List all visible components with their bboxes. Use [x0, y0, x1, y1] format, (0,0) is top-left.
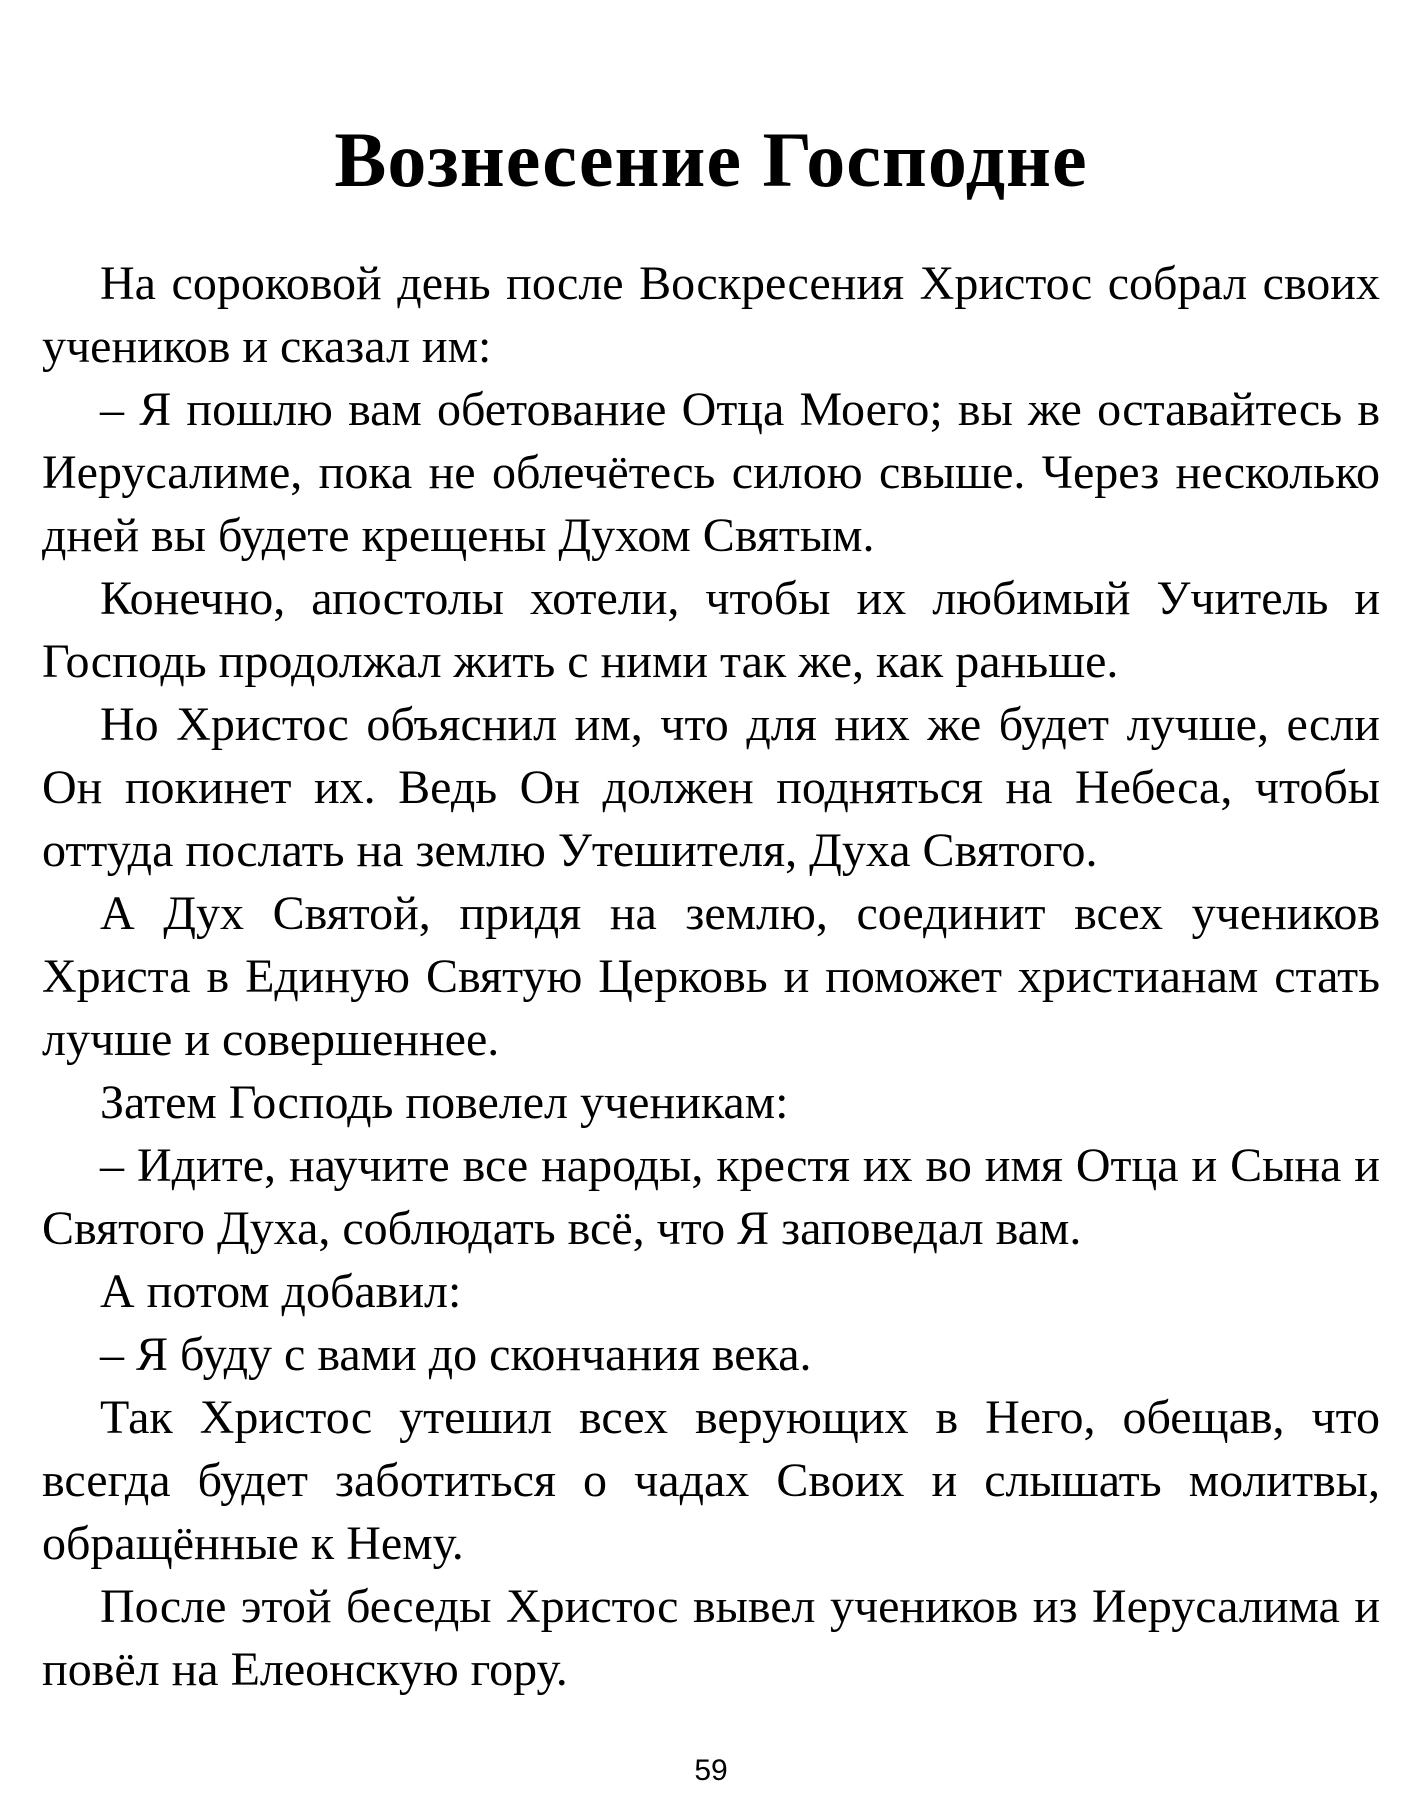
paragraph: Так Христос утешил всех верующих в Него, обещав, что всегда будет заботиться о чадах Своих и слышать молитвы, обращённые к Нему. — [42, 1391, 1380, 1570]
paragraph: А Дух Святой, придя на землю, соединит всех учеников Христа в Единую Святую Церковь и поможет христианам стать лучше и совершеннее. — [42, 887, 1380, 1066]
paragraph: А потом добавил: — [100, 1265, 462, 1318]
paragraph: Но Христос объяснил им, что для них же будет лучше, если Он покинет их. Ведь Он должен подняться на Небеса, чтобы оттуда послать на землю Утешителя, Духа Святого. — [42, 698, 1380, 877]
paragraph: – Я пошлю вам обетование Отца Моего; вы же оставайтесь в Иерусалиме, пока не облечётесь силою свыше. Через несколько дней вы будете крещены Духом Святым. — [42, 383, 1380, 562]
paragraph: – Идите, научите все народы, крестя их во имя Отца и Сына и Святого Духа, соблюдать всё, что Я заповедал вам. — [42, 1139, 1380, 1255]
page-title: Вознесение Господне — [334, 116, 1088, 203]
paragraph: На сороковой день после Воскресения Христос собрал своих учеников и сказал им: — [42, 257, 1380, 373]
page-number: 59 — [694, 1754, 728, 1787]
paragraph: Конечно, апостолы хотели, чтобы их любимый Учитель и Господь продолжал жить с ними так же, как раньше. — [42, 572, 1380, 688]
book-page — [42, 0, 1380, 1807]
paragraph: – Я буду с вами до скончания века. — [100, 1328, 812, 1381]
paragraph: Затем Господь повелел ученикам: — [100, 1076, 789, 1129]
body-text — [42, 252, 1380, 1701]
paragraph: После этой беседы Христос вывел учеников из Иерусалима и повёл на Елеонскую гору. — [42, 1580, 1380, 1696]
